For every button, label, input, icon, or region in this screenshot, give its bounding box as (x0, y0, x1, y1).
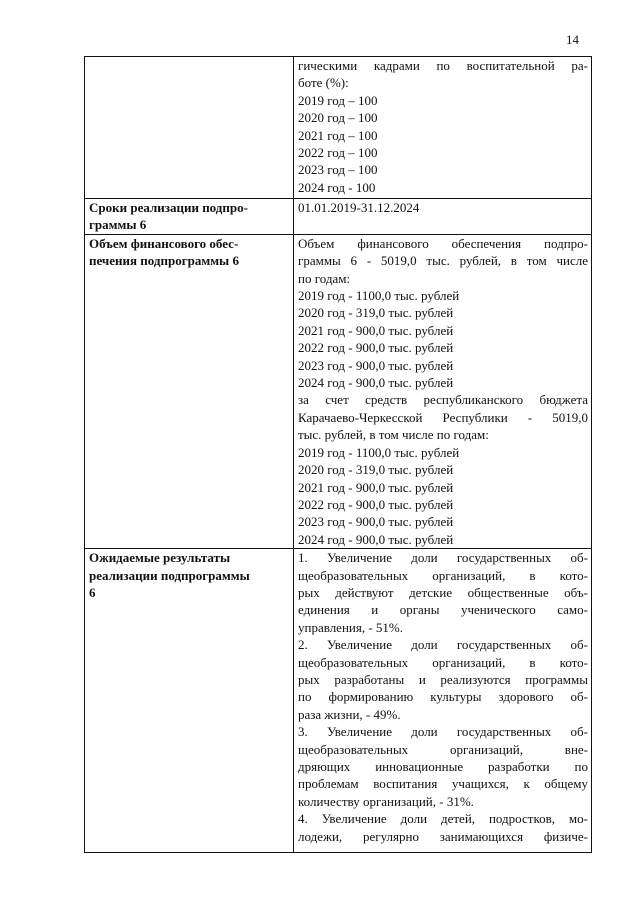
row-value-line: 2020 год - 319,0 тыс. рублей (298, 305, 454, 321)
row-value-line: 2023 год - 900,0 тыс. рублей (298, 357, 454, 373)
row-value-line: 2023 год – 100 (298, 162, 378, 178)
row-value-line: боте (%): (298, 75, 349, 91)
row-value-line: Карачаево-Черкесской Республики - 5019,0 (298, 409, 588, 425)
row-label-cell (85, 57, 294, 199)
row-value-line: по формированию культуры здорового об- (298, 689, 588, 705)
row-value-line: лодежи, регулярно занимающихся физиче- (298, 828, 588, 844)
row-label-cell (85, 549, 294, 853)
row-label-line: Ожидаемые результаты (89, 550, 231, 566)
page-number: 14 (566, 32, 579, 47)
row-value-line: 2023 год - 900,0 тыс. рублей (298, 514, 454, 530)
row-value-line: 2022 год – 100 (298, 145, 378, 161)
row-label-line: реализации подпрограммы (89, 567, 250, 583)
row-value-line: щеобразовательных организаций, в кото- (298, 654, 588, 670)
row-value-line: 2022 год - 900,0 тыс. рублей (298, 496, 454, 512)
row-value-line: 4. Увеличение доли детей, подростков, мо- (298, 811, 588, 827)
row-value-line: граммы 6 - 5019,0 тыс. рублей, в том числе (298, 253, 588, 269)
row-value-line: дряющих инновационные разработки по (298, 759, 588, 774)
row-value-line: 2021 год - 900,0 тыс. рублей (298, 479, 454, 495)
row-value-line: 2021 год – 100 (298, 127, 378, 143)
row-label-cell (85, 199, 294, 235)
row-value-line: щеобразовательных организаций, вне- (298, 741, 588, 757)
row-value-line: единения и органы ученического само- (298, 602, 588, 618)
row-value-line: 1. Увеличение доли государственных об- (298, 550, 588, 566)
row-label-cell (85, 234, 294, 548)
table-row (85, 234, 592, 548)
row-value-cell (294, 199, 592, 235)
row-value-line: 01.01.2019-31.12.2024 (298, 200, 420, 215)
row-label-line: 6 (89, 584, 96, 600)
row-value-line: 2. Увеличение доли государственных об- (298, 637, 588, 653)
table-row (85, 199, 592, 235)
row-value-line: тыс. рублей, в том числе по годам: (298, 427, 489, 443)
table-row (85, 57, 592, 199)
row-value-line: 2024 год - 900,0 тыс. рублей (298, 375, 454, 391)
row-value-line: 2020 год – 100 (298, 110, 378, 126)
row-value-line: по годам: (298, 270, 351, 286)
row-value-line: гическими кадрами по воспитательной ра- (298, 58, 588, 73)
row-value-line: за счет средств республиканского бюджета (298, 392, 588, 408)
row-value-cell (294, 234, 592, 548)
row-value-line: Объем финансового обеспечения подпро- (298, 235, 588, 251)
row-value-line: 2020 год - 319,0 тыс. рублей (298, 462, 454, 478)
row-label-line: Объем финансового обес- (89, 235, 239, 251)
row-value-line: 2019 год – 100 (298, 92, 378, 108)
row-label-line: Сроки реализации подпро- (89, 200, 248, 215)
row-value-line: рых действуют детские общественные объ- (298, 584, 588, 600)
row-value-cell (294, 57, 592, 199)
row-value-line: 2022 год - 900,0 тыс. рублей (298, 340, 454, 356)
passport-table (84, 56, 592, 853)
row-label-line: граммы 6 (89, 217, 147, 233)
row-value-line: количеству организаций, - 31%. (298, 793, 474, 809)
row-value-line: 2024 год - 900,0 тыс. рублей (298, 531, 454, 547)
row-value-line: щеобразовательных организаций, в кото- (298, 567, 588, 583)
row-value-line: рых разработаны и реализуются программы (298, 671, 588, 687)
row-label-line: печения подпрограммы 6 (89, 253, 239, 269)
row-value-line: 3. Увеличение доли государственных об- (298, 724, 588, 740)
row-value-line: 2021 год - 900,0 тыс. рублей (298, 322, 454, 338)
table-row (85, 549, 592, 853)
row-value-cell (294, 549, 592, 853)
row-value-line: 2024 год - 100 (298, 179, 376, 195)
row-value-line: раза жизни, - 49%. (298, 706, 401, 722)
row-value-line: проблемам воспитания учащихся, к общему (298, 776, 588, 792)
row-value-line: управления, - 51%. (298, 619, 404, 635)
row-value-line: 2019 год - 1100,0 тыс. рублей (298, 288, 460, 304)
row-value-line: 2019 год - 1100,0 тыс. рублей (298, 444, 460, 460)
